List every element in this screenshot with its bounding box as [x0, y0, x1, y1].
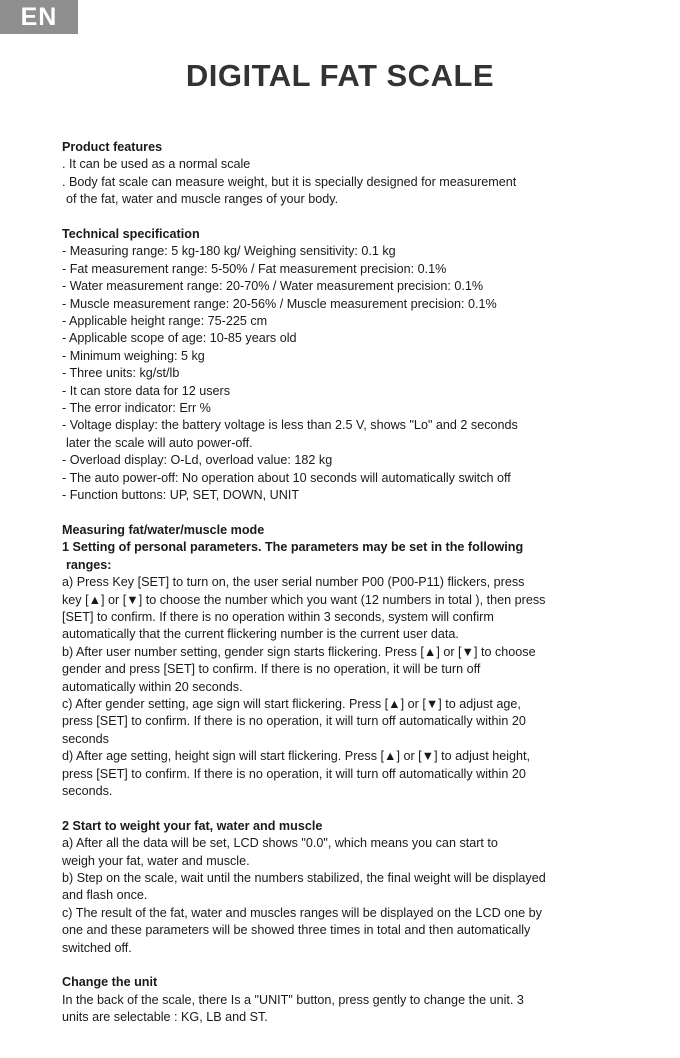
measuring-line: d) After age setting, height sign will start flickering. Press [▲] or [▼] to adjust height,: [62, 749, 531, 764]
measuring-subheading: ranges:: [66, 557, 112, 572]
weigh-line: b) Step on the scale, wait until the numbers stabilized, the final weight will be displayed: [62, 871, 546, 886]
spec-item: - It can store data for 12 users: [62, 383, 230, 398]
weigh-line: weigh your fat, water and muscle.: [62, 853, 250, 868]
measuring-line: seconds.: [62, 784, 113, 798]
measuring-line: a) Press Key [SET] to turn on, the user serial number P00 (P00-P11) flickers, press: [62, 575, 525, 590]
measuring-line: automatically within 20 seconds.: [62, 679, 243, 694]
spec-item: - Function buttons: UP, SET, DOWN, UNIT: [62, 488, 300, 503]
language-tab: EN: [0, 0, 78, 34]
measuring-subheading: 1 Setting of personal parameters. The parameters may be set in the following: [62, 540, 524, 555]
weigh-line: a) After all the data will be set, LCD shows "0.0", which means you can start to: [62, 836, 498, 851]
spec-item: - Overload display: O-Ld, overload value: 182 kg: [62, 453, 333, 468]
spec-item: - Minimum weighing: 5 kg: [62, 348, 205, 363]
spec-item: - Measuring range: 5 kg-180 kg/ Weighing sensitivity: 0.1 kg: [62, 244, 396, 259]
measuring-line: press [SET] to confirm. If there is no operation, it will turn off automatically within 20: [62, 714, 526, 729]
spec-item: - Fat measurement range: 5-50% / Fat measurement precision: 0.1%: [62, 261, 447, 276]
weigh-line: c) The result of the fat, water and muscles ranges will be displayed on the LCD one by: [62, 905, 542, 920]
feature-item: of the fat, water and muscle ranges of your body.: [66, 192, 339, 207]
unit-line: In the back of the scale, there Is a "UNIT" button, press gently to change the unit. 3: [62, 992, 524, 1007]
features-heading: Product features: [62, 140, 163, 154]
weigh-heading: 2 Start to weight your fat, water and muscle: [62, 818, 323, 833]
feature-item: . It can be used as a normal scale: [62, 157, 251, 172]
spec-item: - The auto power-off: No operation about 10 seconds will automatically switch off: [62, 470, 511, 485]
specs-heading: Technical specification: [62, 227, 200, 242]
measuring-line: gender and press [SET] to confirm. If there is no operation, it will be turn off: [62, 662, 481, 677]
spec-item: - Water measurement range: 20-70% / Water measurement precision: 0.1%: [62, 279, 484, 294]
spec-item: later the scale will auto power-off.: [66, 435, 253, 450]
manual-body: [62, 139, 622, 1027]
spec-item: - Applicable height range: 75-225 cm: [62, 314, 268, 329]
measuring-line: key [▲] or [▼] to choose the number which you want (12 numbers in total ), then press: [62, 592, 546, 607]
spec-item: - The error indicator: Err %: [62, 401, 211, 416]
measuring-line: [SET] to confirm. If there is no operation within 3 seconds, system will confirm: [62, 609, 494, 624]
measuring-line: automatically that the current flickering number is the current user data.: [62, 627, 459, 642]
measuring-line: b) After user number setting, gender sign starts flickering. Press [▲] or [▼] to choose: [62, 644, 536, 659]
spec-item: - Voltage display: the battery voltage is less than 2.5 V, shows "Lo" and 2 seconds: [62, 418, 518, 433]
feature-item: . Body fat scale can measure weight, but it is specially designed for measurement: [62, 174, 517, 189]
measuring-line: seconds: [62, 731, 109, 746]
spec-item: - Applicable scope of age: 10-85 years old: [62, 331, 297, 346]
measuring-heading: Measuring fat/water/muscle mode: [62, 522, 265, 537]
unit-line: units are selectable : KG, LB and ST.: [62, 1010, 268, 1025]
page-title: DIGITAL FAT SCALE: [185, 58, 495, 93]
spec-item: - Muscle measurement range: 20-56% / Muscle measurement precision: 0.1%: [62, 296, 497, 311]
weigh-line: one and these parameters will be showed three times in total and then automatically: [62, 923, 531, 938]
measuring-line: press [SET] to confirm. If there is no operation, it will turn off automatically within 20: [62, 766, 526, 781]
spec-item: - Three units: kg/st/lb: [62, 366, 180, 381]
measuring-line: c) After gender setting, age sign will start flickering. Press [▲] or [▼] to adjust age,: [62, 696, 521, 711]
weigh-line: and flash once.: [62, 888, 148, 903]
unit-heading: Change the unit: [62, 975, 158, 990]
weigh-line: switched off.: [62, 940, 132, 955]
